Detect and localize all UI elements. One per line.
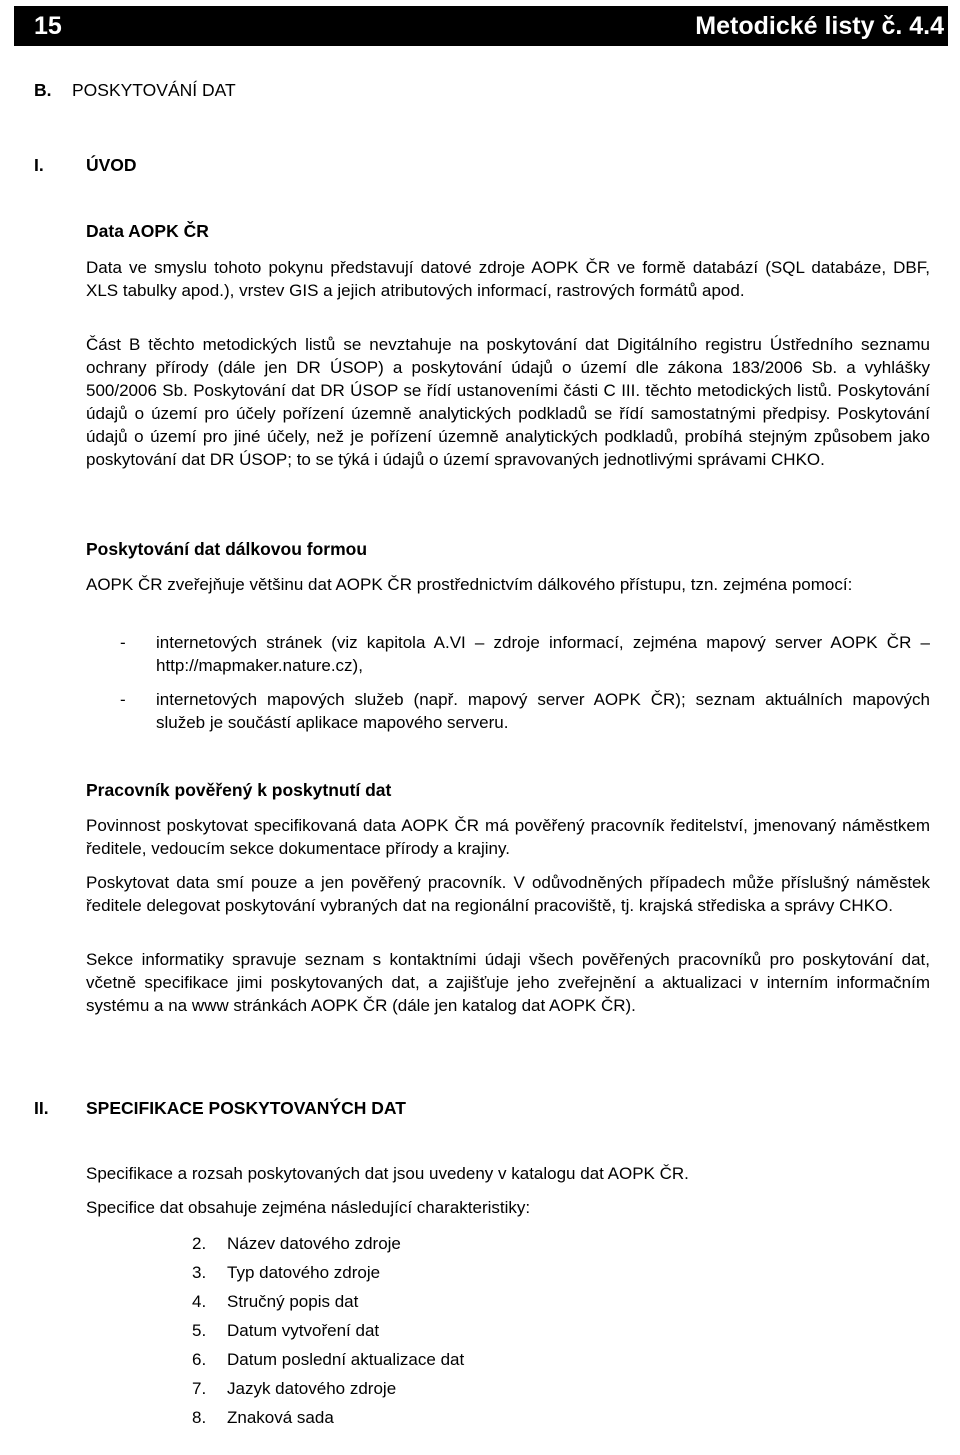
list-item: [192, 1374, 464, 1403]
section-1-title: ÚVOD: [86, 155, 137, 175]
page-header: [14, 6, 948, 46]
remote-bullet-1: [120, 631, 930, 677]
section-2-paragraph-2: Specifice dat obsahuje zejména následující charakteristiky:: [86, 1198, 531, 1217]
section-2-title: SPECIFIKACE POSKYTOVANÝCH DAT: [86, 1098, 406, 1118]
list-item-text: Stručný popis dat: [227, 1292, 359, 1311]
list-item: [192, 1229, 464, 1258]
data-aopk-paragraph-2: Část B těchto metodických listů se nevztahuje na poskytování dat Digitálního registru Ústředního seznamu ochrany přírody (dále jen DR ÚSOP) a poskytování údajů o území dle zákona 183/2006 Sb. a vyhlášky 500/2006 Sb. Poskytování dat DR ÚSOP se řídí ustanoveními části C III. těchto metodických listů. Poskytování údajů o území pro účely pořízení územně analytických podkladů se řídí samostatnými předpisy. Poskytování údajů o území pro jiné účely, než je pořízení územně analytických podkladů, probíhá stejným způsobem jako poskytování dat DR ÚSOP; to se týká i údajů o území spravovaných jednotlivými správami CHKO.: [86, 335, 930, 469]
data-aopk-heading: Data AOPK ČR: [86, 221, 209, 241]
worker-paragraph-2: Poskytovat data smí pouze a jen pověřený pracovník. V odůvodněných případech může příslušný náměstek ředitele delegovat poskytování vybraných dat na regionální pracoviště, tj. krajská střediska a správy CHKO.: [86, 873, 930, 915]
list-item-text: Typ datového zdroje: [227, 1263, 381, 1282]
list-item-text: Datum vytvoření dat: [227, 1321, 380, 1340]
worker-paragraph-1: Povinnost poskytovat specifikovaná data AOPK ČR má pověřený pracovník ředitelství, jmenovaný náměstkem ředitele, vedoucím sekce dokumentace přírody a krajiny.: [86, 816, 930, 858]
page-number: 15: [34, 11, 62, 40]
data-aopk-paragraph-1: Data ve smyslu tohoto pokynu představují datové zdroje AOPK ČR ve formě databází (SQL databáze, DBF, XLS tabulky apod.), vrstev GIS a jejich atributových informací, rastrových formátů apod.: [86, 258, 930, 300]
list-item-number: 7.: [192, 1379, 207, 1398]
remote-bullet-2: [120, 688, 930, 734]
bullet-dash: -: [120, 690, 126, 709]
list-item-number: 2.: [192, 1234, 207, 1253]
list-item-number: 4.: [192, 1292, 207, 1311]
list-item-text: Název datového zdroje: [227, 1234, 401, 1253]
list-item: [192, 1345, 464, 1374]
list-item: [192, 1403, 464, 1432]
section-2-numeral: II.: [34, 1098, 49, 1118]
worker-paragraph-3: Sekce informatiky spravuje seznam s kontaktními údaji všech pověřených pracovníků pro poskytování dat, včetně specifikace jimi poskytovaných dat, a zajišťuje jeho zveřejnění a aktualizaci v interním informačním systému a na www stránkách AOPK ČR (dále jen katalog dat AOPK ČR).: [86, 950, 930, 1015]
list-item: [192, 1287, 464, 1316]
remote-intro: AOPK ČR zveřejňuje většinu dat AOPK ČR prostřednictvím dálkového přístupu, tzn. zejména pomocí:: [86, 575, 853, 594]
bullet-dash: -: [120, 633, 126, 652]
bullet-text: internetových mapových služeb (např. mapový server AOPK ČR); seznam aktuálních mapových služeb je součástí aplikace mapového serveru.: [156, 690, 930, 732]
characteristics-list: [192, 1229, 464, 1432]
list-item-text: Jazyk datového zdroje: [227, 1379, 397, 1398]
section-b-letter: B.: [34, 80, 52, 100]
worker-heading: Pracovník pověřený k poskytnutí dat: [86, 780, 392, 800]
list-item-text: Znaková sada: [227, 1408, 334, 1427]
list-item-text: Datum poslední aktualizace dat: [227, 1350, 465, 1369]
section-2-paragraph-1: Specifikace a rozsah poskytovaných dat jsou uvedeny v katalogu dat AOPK ČR.: [86, 1164, 689, 1183]
list-item: [192, 1258, 464, 1287]
bullet-text: internetových stránek (viz kapitola A.VI – zdroje informací, zejména mapový server AOPK ČR – http://mapmaker.nature.cz),: [156, 633, 930, 675]
document-title: Metodické listy č. 4.4: [695, 11, 944, 40]
list-item-number: 6.: [192, 1350, 207, 1369]
section-b-title: POSKYTOVÁNÍ DAT: [72, 80, 236, 100]
remote-heading: Poskytování dat dálkovou formou: [86, 539, 368, 559]
list-item-number: 5.: [192, 1321, 207, 1340]
list-item-number: 3.: [192, 1263, 207, 1282]
section-1-numeral: I.: [34, 155, 44, 175]
list-item: [192, 1316, 464, 1345]
list-item-number: 8.: [192, 1408, 207, 1427]
